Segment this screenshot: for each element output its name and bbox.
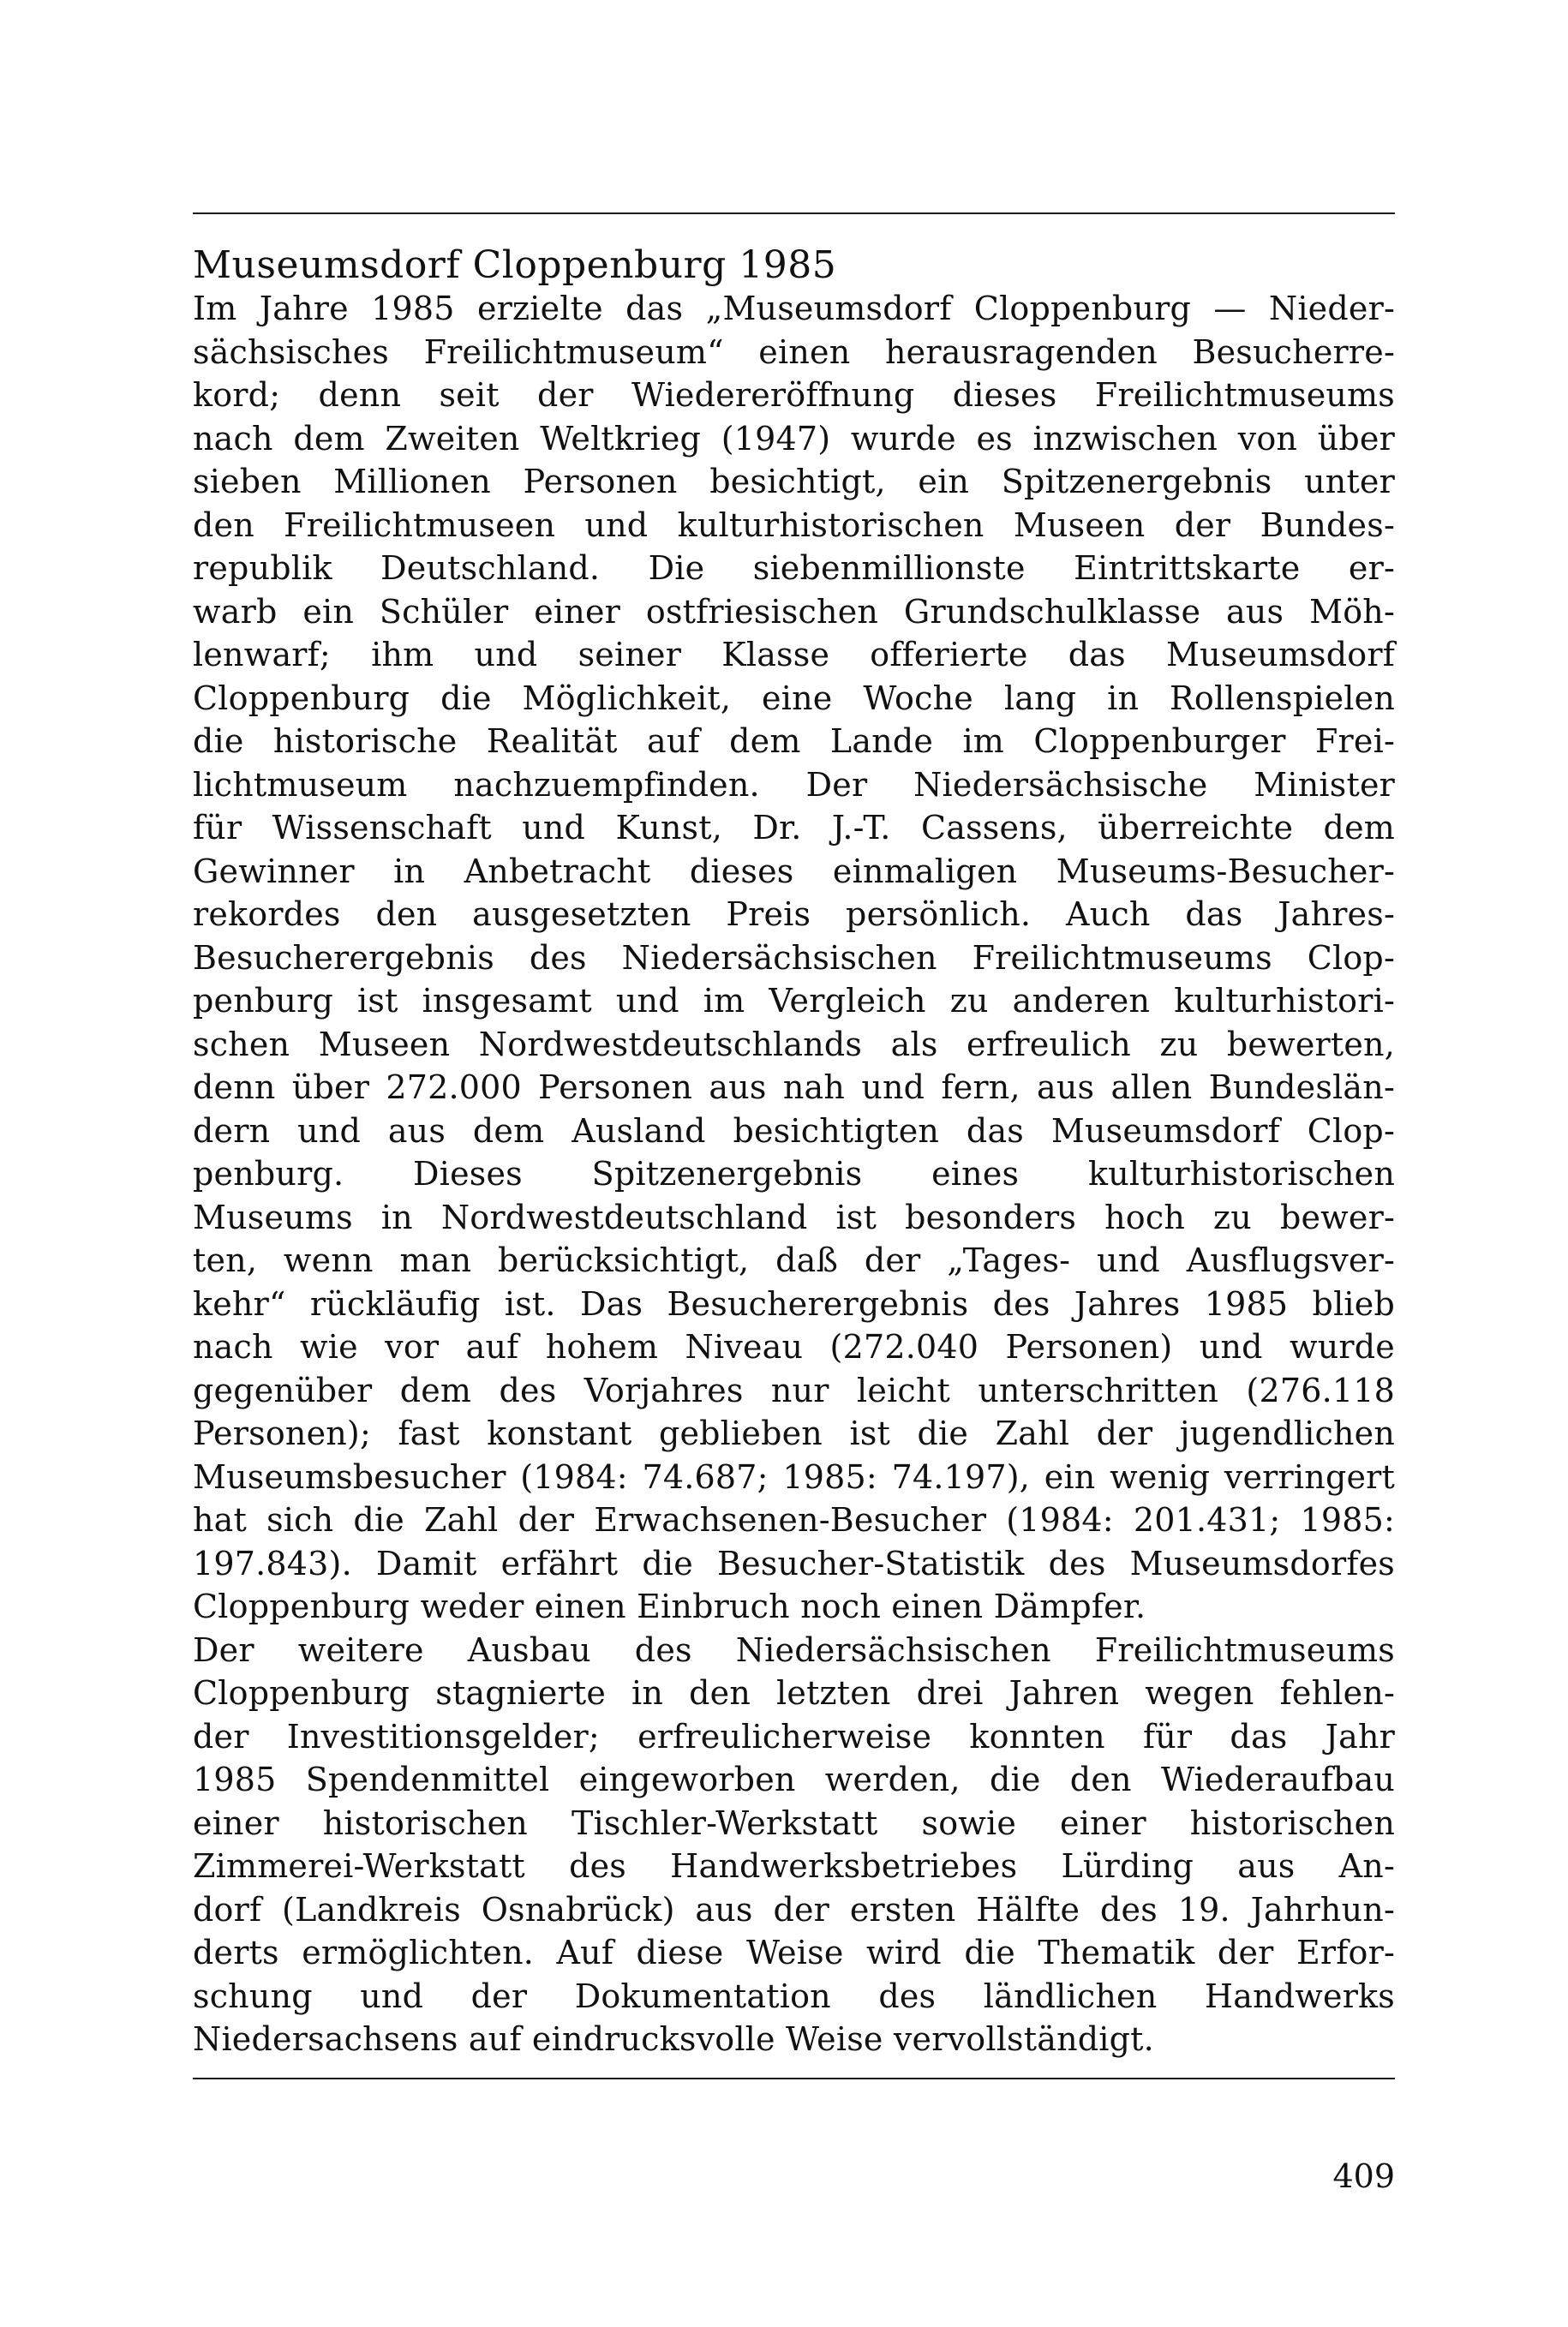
text-line: Personen); fast konstant geblieben ist die Zahl der jugendlichen xyxy=(193,1415,1395,1452)
text-line: nach wie vor auf hohem Niveau (272.040 Personen) und wurde xyxy=(193,1328,1395,1366)
text-line: Cloppenburg weder einen Einbruch noch einen Dämpfer. xyxy=(193,1588,1146,1625)
article xyxy=(193,244,1395,2061)
text-line: dern und aus dem Ausland besichtigten das Museumsdorf Clop- xyxy=(193,1111,1395,1150)
text-line: der Investitionsgelder; erfreulicherweise konnten für das Jahr xyxy=(193,1717,1395,1756)
text-line: rekordes den ausgesetzten Preis persönlich. Auch das Jahres- xyxy=(193,895,1395,933)
text-line: Der weitere Ausbau des Niedersächsischen Freilichtmuseums xyxy=(193,1630,1395,1669)
text-line: schung und der Dokumentation des ländlichen Handwerks xyxy=(193,1977,1395,2015)
text-line: lichtmuseum nachzuempfinden. Der Niedersächsische Minister xyxy=(193,765,1395,804)
text-line: Im Jahre 1985 erzielte das „Museumsdorf Cloppenburg — Nieder- xyxy=(193,290,1395,327)
text-line: lenwarf; ihm und seiner Klasse offerierte das Museumsdorf xyxy=(193,636,1395,673)
text-line: die historische Realität auf dem Lande im Cloppenburger Frei- xyxy=(193,722,1395,760)
text-line: derts ermöglichten. Auf diese Weise wird die Thematik der Erfor- xyxy=(193,1934,1395,1971)
text-line: nach dem Zweiten Weltkrieg (1947) wurde es inzwischen von über xyxy=(193,419,1395,458)
bottom-rule xyxy=(193,2078,1395,2079)
text-line: gegenüber dem des Vorjahres nur leicht unterschritten (276.118 xyxy=(193,1371,1395,1409)
text-line: dorf (Landkreis Osnabrück) aus der ersten Hälfte des 19. Jahrhun- xyxy=(193,1890,1395,1929)
text-line: Museums in Nordwestdeutschland ist besonders hoch zu bewer- xyxy=(193,1198,1395,1236)
top-rule xyxy=(193,212,1395,214)
text-line: einer historischen Tischler-Werkstatt sowie einer historischen xyxy=(193,1804,1395,1842)
text-line: Besucherergebnis des Niedersächsischen Freilichtmuseums Clop- xyxy=(193,938,1395,977)
text-line: schen Museen Nordwestdeutschlands als erfreulich zu bewerten, xyxy=(193,1025,1395,1063)
text-line: für Wissenschaft und Kunst, Dr. J.-T. Cassens, überreichte dem xyxy=(193,809,1395,846)
text-line: Cloppenburg stagnierte in den letzten drei Jahren wegen fehlen- xyxy=(193,1674,1395,1712)
text-line: penburg ist insgesamt und im Vergleich zu anderen kulturhistori- xyxy=(193,982,1395,1020)
article-heading: Museumsdorf Cloppenburg 1985 xyxy=(193,243,837,287)
text-line: Museumsbesucher (1984: 74.687; 1985: 74.197), ein wenig verringert xyxy=(193,1457,1395,1496)
text-line: denn über 272.000 Personen aus nah und fern, aus allen Bundeslän- xyxy=(193,1068,1395,1106)
text-line: penburg. Dieses Spitzenergebnis eines kulturhistorischen xyxy=(193,1155,1395,1193)
text-line: Cloppenburg die Möglichkeit, eine Woche lang in Rollenspielen xyxy=(193,679,1395,717)
text-line: sieben Millionen Personen besichtigt, ein Spitzenergebnis unter xyxy=(193,463,1395,500)
text-line: Gewinner in Anbetracht dieses einmaligen Museums-Besucher- xyxy=(193,852,1395,890)
paragraph xyxy=(193,287,1395,1629)
paragraph xyxy=(193,1629,1395,2061)
text-line: sächsisches Freilichtmuseum“ einen herausragenden Besucherre- xyxy=(193,332,1395,371)
text-line: Zimmerei-Werkstatt des Handwerksbetriebes Lürding aus An- xyxy=(193,1847,1395,1885)
text-line: Niedersachsens auf eindrucksvolle Weise vervollständigt. xyxy=(193,2020,1154,2058)
text-line: 1985 Spendenmittel eingeworben werden, die den Wiederaufbau xyxy=(193,1761,1395,1798)
text-line: hat sich die Zahl der Erwachsenen-Besucher (1984: 201.431; 1985: xyxy=(193,1501,1395,1539)
text-line: republik Deutschland. Die siebenmillionste Eintrittskarte er- xyxy=(193,549,1395,587)
text-line: ten, wenn man berücksichtigt, daß der „Tages- und Ausflugsver- xyxy=(193,1241,1395,1279)
text-line: kehr“ rückläufig ist. Das Besucherergebnis des Jahres 1985 blieb xyxy=(193,1284,1395,1323)
text-line: kord; denn seit der Wiedereröffnung dieses Freilichtmuseums xyxy=(193,376,1395,414)
page-number: 409 xyxy=(1332,2157,1395,2195)
text-line: warb ein Schüler einer ostfriesischen Grundschulklasse aus Möh- xyxy=(193,592,1395,631)
article-body xyxy=(193,287,1395,2061)
text-line: den Freilichtmuseen und kulturhistorischen Museen der Bundes- xyxy=(193,505,1395,544)
text-line: 197.843). Damit erfährt die Besucher-Statistik des Museumsdorfes xyxy=(193,1544,1395,1582)
